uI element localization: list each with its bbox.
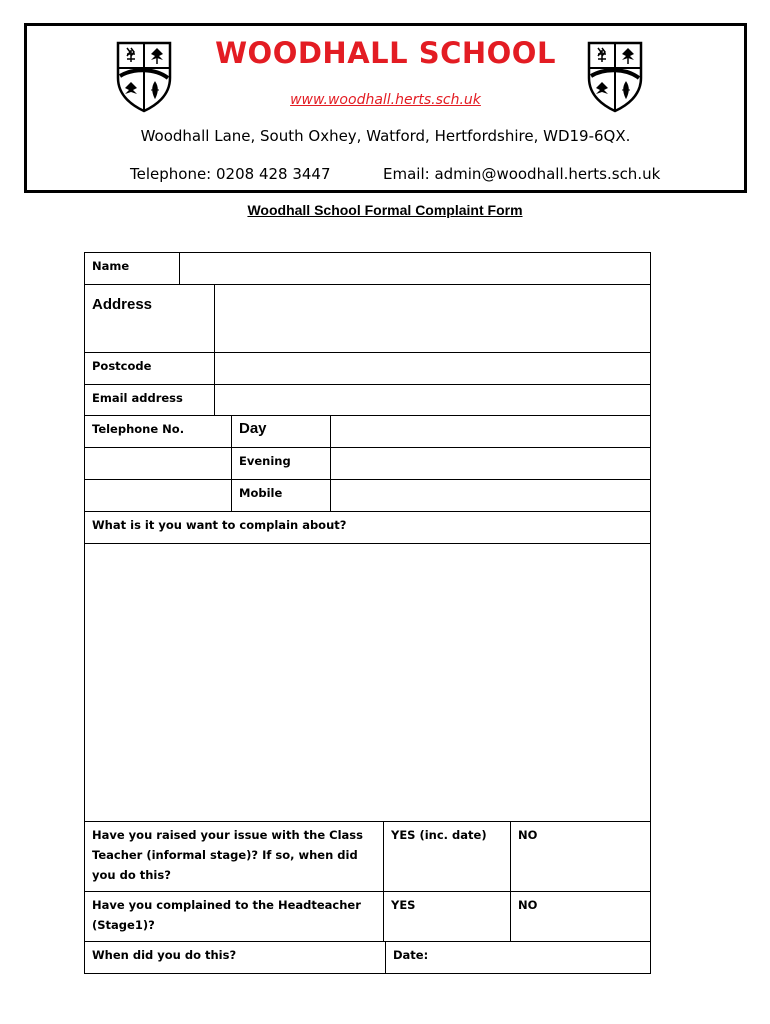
address-label: Address	[84, 284, 215, 353]
postcode-label: Postcode	[84, 352, 215, 385]
letterhead	[24, 23, 747, 193]
complaint-question: What is it you want to complain about?	[84, 511, 651, 544]
email-label: Email address	[84, 384, 215, 416]
school-email: Email: admin@woodhall.herts.sch.uk	[383, 165, 661, 183]
telephone-label: Telephone No.	[84, 415, 232, 448]
postcode-field[interactable]	[214, 352, 651, 385]
mobile-label: Mobile	[231, 479, 331, 512]
name-label: Name	[84, 252, 180, 285]
headteacher-no-option[interactable]: NO	[510, 891, 651, 942]
class-teacher-no-option[interactable]: NO	[510, 821, 651, 892]
telephone-spacer	[84, 479, 232, 512]
day-label: Day	[231, 415, 331, 448]
day-phone-field[interactable]	[330, 415, 651, 448]
evening-phone-field[interactable]	[330, 447, 651, 480]
date-field[interactable]: Date:	[385, 941, 651, 974]
class-teacher-yes-option[interactable]: YES (inc. date)	[383, 821, 511, 892]
email-field[interactable]	[214, 384, 651, 416]
when-question: When did you do this?	[84, 941, 386, 974]
school-address: Woodhall Lane, South Oxhey, Watford, Hertfordshire, WD19-6QX.	[140, 127, 631, 145]
telephone-spacer	[84, 447, 232, 480]
class-teacher-question: Have you raised your issue with the Class Teacher (informal stage)? If so, when did you do this?	[84, 821, 384, 892]
school-telephone: Telephone: 0208 428 3447	[130, 165, 331, 183]
headteacher-question: Have you complained to the Headteacher (Stage1)?	[84, 891, 384, 942]
complaint-details-field[interactable]	[84, 543, 651, 822]
headteacher-yes-option[interactable]: YES	[383, 891, 511, 942]
mobile-phone-field[interactable]	[330, 479, 651, 512]
name-field[interactable]	[179, 252, 651, 285]
evening-label: Evening	[231, 447, 331, 480]
form-title: Woodhall School Formal Complaint Form	[247, 202, 523, 218]
school-name: WOODHALL SCHOOL	[215, 36, 556, 70]
school-website-link[interactable]: www.woodhall.herts.sch.uk	[290, 92, 481, 108]
address-field[interactable]	[214, 284, 651, 353]
